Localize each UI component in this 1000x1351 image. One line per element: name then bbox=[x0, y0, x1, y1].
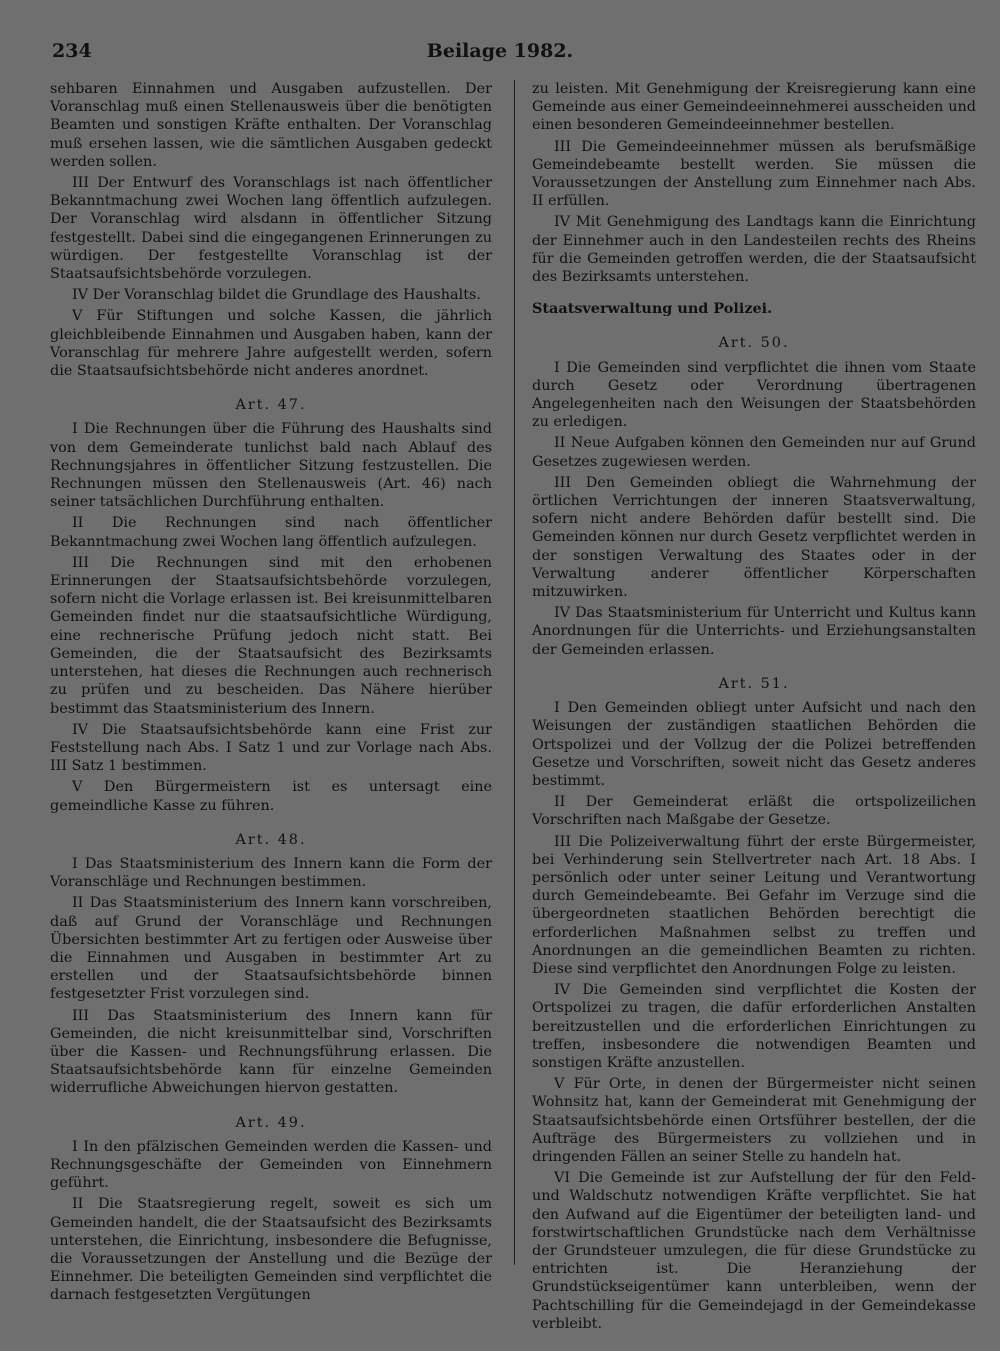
paragraph: II Die Rechnungen sind nach öffentlicher Bekanntmachung zwei Wochen lang öffentlich aufzulegen. bbox=[50, 515, 492, 550]
paragraph: IV Der Voranschlag bildet die Grundlage des Haushalts. bbox=[72, 287, 481, 304]
paragraph: IV Das Staatsministerium für Unterricht und Kultus kann Anordnungen für die Unterrichts- und Erziehungsanstalten der Gemeinden erlassen. bbox=[532, 605, 976, 658]
article-heading: Art. 50. bbox=[718, 335, 790, 352]
paragraph: V Für Orte, in denen der Bürgermeister nicht seinen Wohnsitz hat, kann der Gemeinderat mit Genehmigung der Staatsaufsichtsbehörde einen Ortsführer bestellen, der die Aufträge des Bürgermeisters zu vollziehen und in dringenden Fällen an seiner Stelle zu handeln hat. bbox=[532, 1076, 976, 1165]
page-header bbox=[52, 40, 948, 70]
paragraph: III Der Entwurf des Voranschlags ist nach öffentlicher Bekanntmachung zwei Wochen lang öffentlich aufzulegen. Der Voranschlag wird alsdann in öffentlicher Sitzung festgestellt. Dabei sind die eingegangenen Erinnerungen zu würdigen. Der festgestellte Voranschlag ist der Staatsaufsichtsbehörde vorzulegen. bbox=[50, 175, 492, 283]
paragraph: II Die Staatsregierung regelt, soweit es sich um Gemeinden handelt, die der Staatsaufsicht des Bezirksamts unterstehen, die Einrichtung, insbesondere die Befugnisse, die Voraussetzungen der Anstellung und die Bezüge der Einnehmer. Die beteiligten Gemeinden sind verpflichtet die darnach festgesetzten Vergütungen bbox=[50, 1196, 492, 1304]
paragraph: III Den Gemeinden obliegt die Wahrnehmung der örtlichen Verrichtungen der inneren Staatsverwaltung, sofern nicht andere Behörden dafür bestellt sind. Die Gemeinden können nur durch Gesetz verpflichtet werden in der sonstigen Verwaltung des Staates oder in der Verwaltung anderer öffentlicher Körperschaften mitzuwirken. bbox=[532, 474, 976, 601]
right-column bbox=[532, 80, 976, 1333]
running-title: Beilage 1982. bbox=[426, 40, 574, 62]
paragraph: III Die Polizeiverwaltung führt der erste Bürgermeister, bei Verhinderung sein Stellvertreter nach Art. 18 Abs. I persönlich oder unter seiner Leitung und Verantwortung durch Gemeindebeamte. Bei Gefahr im Verzuge sind die übergeordneten staatlichen Behörden berechtigt die erforderlichen Maßnahmen selbst zu treffen und Anordnungen an die gemeindlichen Beamten zu richten. Diese sind verpflichtet den Anordnungen Folge zu leisten. bbox=[532, 833, 976, 977]
paragraph: IV Die Gemeinden sind verpflichtet die Kosten der Ortspolizei zu tragen, die dafür erforderlichen Anstalten bereitzustellen und die erforderlichen Einrichtungen zu treffen, insbesondere die notwendigen Beamten und sonstigen Kräfte anzustellen. bbox=[532, 982, 976, 1071]
paragraph: I Das Staatsministerium des Innern kann die Form der Voranschläge und Rechnungen bestimmen. bbox=[50, 855, 492, 891]
paragraph: II Das Staatsministerium des Innern kann vorschreiben, daß auf Grund der Voranschläge und Rechnungen Übersichten bestimmter Art zu fertigen oder Ausweise über die Einnahmen und Ausgaben in bestimmter Art zu erstellen und der Staatsaufsichtsbehörde binnen festgesetzter Frist vorzulegen sind. bbox=[50, 895, 492, 1003]
paragraph: III Die Rechnungen sind mit den erhobenen Erinnerungen der Staatsaufsichtsbehörde vorzulegen, sofern nicht die Vorlage erlassen ist. Bei kreisunmittelbaren Gemeinden findet nur die staatsaufsichtliche Würdigung, eine rechnerische Prüfung jedoch nicht statt. Bei Gemeinden, die der Staatsaufsicht des Bezirksamts unterstehen, hat dieses die Rechnungen auch rechnerisch zu prüfen und zu bescheiden. Das Nähere hierüber bestimmt das Staatsministerium des Innern. bbox=[50, 554, 492, 717]
page-number: 234 bbox=[52, 40, 92, 62]
paragraph: sehbaren Einnahmen und Ausgaben aufzustellen. Der Voranschlag muß einen Stellenausweis über die benötigten Beamten und sonstigen Kräfte enthalten. Der Voranschlag muß ersehen lassen, wie die sämtlichen Ausgaben gedeckt werden sollen. bbox=[50, 81, 492, 170]
left-column bbox=[50, 80, 492, 1305]
paragraph: I Den Gemeinden obliegt unter Aufsicht und nach den Weisungen der zuständigen staatlichen Behörden die Ortspolizei und der Vollzug der die Polizei betreffenden Gesetze und Vorschriften, soweit nicht das Gesetz anderes bestimmt. bbox=[532, 700, 976, 789]
article-heading: Art. 49. bbox=[235, 1114, 307, 1131]
paragraph: I In den pfälzischen Gemeinden werden die Kassen- und Rechnungsgeschäfte der Gemeinden von Einnehmern geführt. bbox=[50, 1138, 492, 1192]
paragraph: V Den Bürgermeistern ist es untersagt eine gemeindliche Kasse zu führen. bbox=[50, 779, 492, 814]
paragraph: II Der Gemeinderat erläßt die ortspolizeilichen Vorschriften nach Maßgabe der Gesetze. bbox=[532, 794, 976, 829]
article-heading: Art. 47. bbox=[235, 397, 307, 414]
paragraph: III Die Gemeindeeinnehmer müssen als berufsmäßige Gemeindebeamte bestellt werden. Sie müssen die Voraussetzungen der Anstellung zum Einnehmer nach Abs. II erfüllen. bbox=[532, 138, 976, 210]
column-divider bbox=[514, 80, 515, 1265]
paragraph: II Neue Aufgaben können den Gemeinden nur auf Grund Gesetzes zugewiesen werden. bbox=[532, 435, 976, 470]
paragraph: III Das Staatsministerium des Innern kann für Gemeinden, die nicht kreisunmittelbar sind, Vorschriften über die Kassen- und Rechnungsführung erlassen. Die Staatsaufsichtsbehörde kann für einzelne Gemeinden widerrufliche Abweichungen hiervon gestatten. bbox=[50, 1007, 492, 1097]
paragraph: VI Die Gemeinde ist zur Aufstellung der für den Feld- und Waldschutz notwendigen Kräfte verpflichtet. Sie hat den Aufwand auf die Eigentümer der beteiligten land- und forstwirtschaftlichen Grundstücke nach dem Verhältnisse der Grundsteuer umzulegen, die für diese Grundstücke zu entrichten ist. Die Heranziehung der Grundstückseigentümer kann unterbleiben, wenn der Pachtschilling für die Gemeindejagd in der Gemeindekasse verbleibt. bbox=[532, 1170, 976, 1332]
article-heading: Art. 48. bbox=[235, 831, 307, 848]
paragraph: zu leisten. Mit Genehmigung der Kreisregierung kann eine Gemeinde aus einer Gemeindeeinnehmerei ausscheiden und einen besonderen Gemeindeeinnehmer bestellen. bbox=[532, 81, 976, 134]
paragraph: I Die Rechnungen über die Führung des Haushalts sind von dem Gemeinderate tunlichst bald nach Ablauf des Rechnungsjahres in öffentlicher Sitzung festzustellen. Die Rechnungen müssen den Stellenausweis (Art. 46) nach seiner tatsächlichen Durchführung enthalten. bbox=[50, 421, 492, 511]
article-heading: Art. 51. bbox=[718, 675, 790, 692]
section-heading: Staatsverwaltung und Polizei. bbox=[532, 300, 773, 318]
paragraph: IV Mit Genehmigung des Landtags kann die Einrichtung der Einnehmer auch in den Landesteilen rechts des Rheins für die Gemeinden getroffen werden, die der Staatsaufsicht des Bezirksamts unterstehen. bbox=[532, 214, 976, 286]
paragraph: IV Die Staatsaufsichtsbehörde kann eine Frist zur Feststellung nach Abs. I Satz 1 und zur Vorlage nach Abs. III Satz 1 bestimmen. bbox=[50, 721, 492, 775]
paragraph: V Für Stiftungen und solche Kassen, die jährlich gleichbleibende Einnahmen und Ausgaben haben, kann der Voranschlag für mehrere Jahre aufgestellt werden, sofern die Staatsaufsichtsbehörde nicht anderes anordnet. bbox=[50, 308, 492, 380]
paragraph: I Die Gemeinden sind verpflichtet die ihnen vom Staate durch Gesetz oder Verordnung übertragenen Angelegenheiten nach den Weisungen der Staatsbehörden zu erledigen. bbox=[532, 359, 976, 431]
